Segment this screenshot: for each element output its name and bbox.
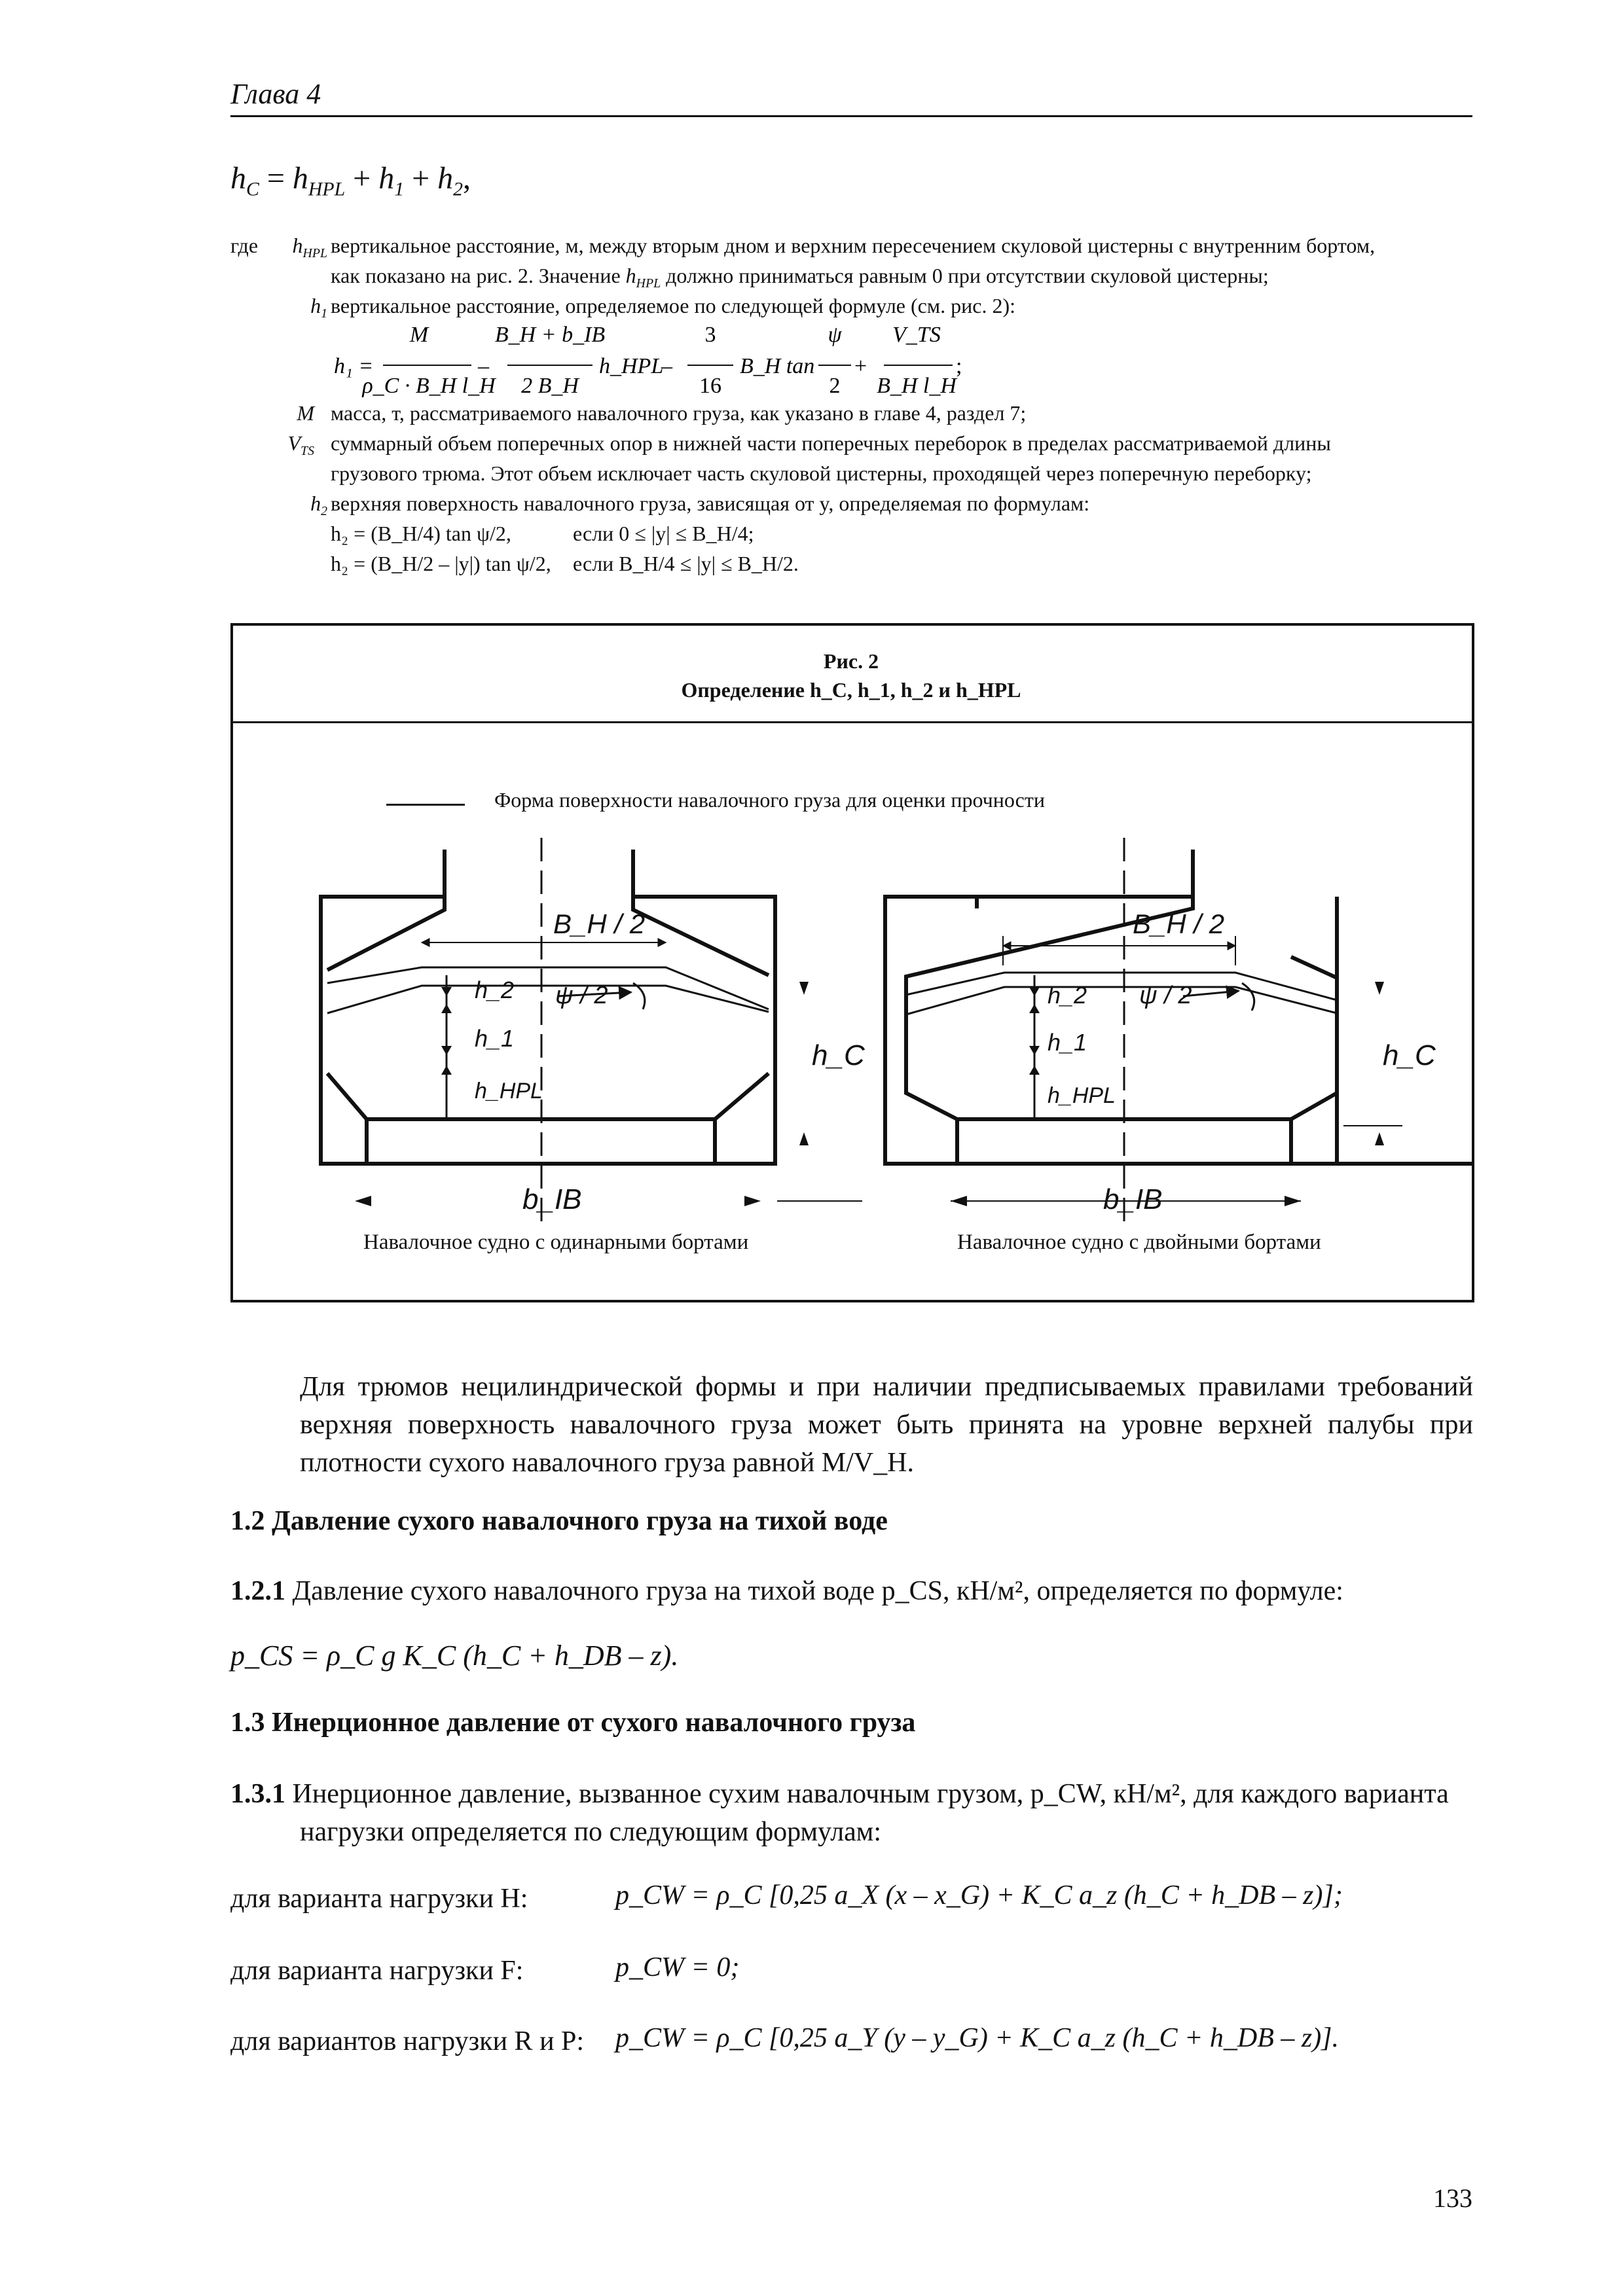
- def-term-h1: $h_1$: [310, 294, 327, 321]
- svg-text:B_H tan: B_H tan: [740, 354, 815, 378]
- figure-header-rule: [230, 721, 1472, 723]
- def-text-h2: верхняя поверхность навалочного груза, зависящая от y, определяемая по формулам:: [331, 492, 1090, 515]
- svg-text:ψ: ψ: [828, 323, 842, 347]
- def-text-Vts: суммарный объем поперечных опор в нижней части поперечных переборок в пределах рассматриваемой длины грузового трюма. Этот объем исключает часть скуловой цистерны, проходящей через поперечную переборку;: [331, 431, 1331, 485]
- label-h1-right: h_1: [1048, 1029, 1087, 1056]
- formula-hc: $h_C = h_{HPL} + h_1 + h_2$,: [230, 161, 471, 200]
- figure-number: Рис. 2: [823, 649, 879, 673]
- svg-text:h_HPL: h_HPL: [599, 354, 664, 378]
- caption-double-side: Навалочное судно с двойными бортами: [957, 1230, 1321, 1254]
- case-rp-formula: p_CW = ρ_C [0,25 a_Y (y – y_G) + K_C a_z (h_C + h_DB – z)].: [615, 2023, 1340, 2053]
- def-term-M: M: [297, 401, 314, 425]
- h2-formula-1: h₂ = (B_H/4) tan ψ/2,: [331, 522, 511, 545]
- h2-formula-2: h₂ = (B_H/2 – |y|) tan ψ/2,: [331, 552, 551, 575]
- label-bh-right: B_H / 2: [1133, 908, 1225, 939]
- cargo-double-side: [906, 973, 1337, 1014]
- label-hc-right: h_C: [1383, 1039, 1436, 1071]
- label-psi-right: ψ / 2: [1139, 982, 1192, 1009]
- label-bib-left: b_IB: [522, 1183, 582, 1215]
- case-h-formula: p_CW = ρ_C [0,25 a_X (x – x_G) + K_C a_z (h_C + h_DB – z)];: [615, 1880, 1343, 1910]
- paragraph-1-2-1: 1.2.1 Давление сухого навалочного груза на тихой воде p_CS, кН/м², определяется по формуле:: [230, 1576, 1343, 1606]
- svg-text:–: –: [661, 354, 672, 378]
- formula-pcs: p_CS = ρ_C g K_C (h_C + h_DB – z).: [230, 1640, 679, 1672]
- svg-text:M: M: [409, 323, 429, 347]
- h1-lhs: h₁ =: [334, 354, 374, 378]
- def-text-h1: вертикальное расстояние, определяемое по следующей формуле (см. рис. 2):: [331, 294, 1015, 317]
- def-text-hhpl: вертикальное расстояние, м, между вторым дном и верхним пересечением скуловой цистерны с внутренним бортом, как показано на рис. 2. Значение $h_{HPL}$ должно приниматься равным 0 при отсутствии скуловой цистерны;: [331, 234, 1376, 291]
- case-h-label: для варианта нагрузки H:: [230, 1884, 528, 1914]
- legend-line: [386, 804, 465, 806]
- def-term-Vts: $V_{TS}$: [287, 431, 314, 458]
- label-h1-left: h_1: [475, 1025, 515, 1052]
- label-bh-left: B_H / 2: [553, 908, 646, 939]
- svg-text:V_TS: V_TS: [892, 323, 941, 347]
- def-text-M: масса, т, рассматриваемого навалочного груза, как указано в главе 4, раздел 7;: [331, 401, 1027, 425]
- formula-h1: [327, 321, 982, 406]
- svg-text:2: 2: [829, 374, 841, 398]
- svg-text:–: –: [478, 354, 489, 378]
- svg-text:16: 16: [699, 374, 721, 398]
- svg-text:2 B_H: 2 B_H: [521, 374, 579, 398]
- figure-diagrams: [230, 825, 1472, 1244]
- def-term-hhpl: $h_{HPL}$: [292, 234, 327, 260]
- label-h2-left: h_2: [475, 977, 515, 1003]
- label-h2-right: h_2: [1048, 982, 1087, 1009]
- paragraph-noncylindrical: Для трюмов нецилиндрической формы и при наличии предписываемых правилами требований верхняя поверхность навалочного груза может быть принята на уровне верхней палубы при плотности сухого навалочного груза равной M/V_H.: [300, 1372, 1473, 1478]
- svg-text:B_H l_H: B_H l_H: [877, 374, 957, 398]
- case-f-formula: p_CW = 0;: [615, 1952, 740, 1982]
- section-1-2-heading: 1.2 Давление сухого навалочного груза на тихой воде: [230, 1506, 888, 1536]
- cargo-single-side: [327, 967, 769, 1013]
- label-psi-left: ψ / 2: [555, 982, 608, 1009]
- case-f-label: для варианта нагрузки F:: [230, 1956, 524, 1986]
- section-1-3-heading: 1.3 Инерционное давление от сухого навалочного груза: [230, 1708, 916, 1738]
- label-hc-left: h_C: [812, 1039, 865, 1071]
- def-term-h2: $h_2$: [310, 492, 327, 518]
- svg-text:ρ_C · B_H l_H: ρ_C · B_H l_H: [362, 374, 496, 398]
- page-number: 133: [1433, 2183, 1472, 2213]
- svg-text:B_H + b_IB: B_H + b_IB: [494, 323, 606, 347]
- def-where: где: [230, 234, 259, 257]
- svg-text:3: 3: [704, 323, 716, 347]
- hull-single-side: [321, 850, 775, 1164]
- svg-text:+: +: [854, 354, 867, 378]
- figure-title: Определение h_C, h_1, h_2 и h_HPL: [681, 678, 1021, 702]
- label-hhpl-left: h_HPL: [475, 1079, 543, 1103]
- label-hhpl-right: h_HPL: [1048, 1083, 1116, 1108]
- h2-cond-2: если B_H/4 ≤ |y| ≤ B_H/2.: [573, 552, 799, 575]
- header-rule: [230, 115, 1472, 117]
- paragraph-1-3-1: 1.3.1 Инерционное давление, вызванное сухим навалочным грузом, p_CW, кН/м², для каждого варианта нагрузки определяется по следующим формулам:: [230, 1779, 1449, 1847]
- caption-single-side: Навалочное судно с одинарными бортами: [363, 1230, 749, 1254]
- chapter-title: Глава 4: [230, 78, 321, 110]
- h2-cond-1: если 0 ≤ |y| ≤ B_H/4;: [573, 522, 754, 545]
- case-rp-label: для вариантов нагрузки R и P:: [230, 2026, 585, 2056]
- label-bib-right: b_IB: [1103, 1183, 1163, 1215]
- legend-text: Форма поверхности навалочного груза для оценки прочности: [494, 788, 1045, 812]
- svg-text:;: ;: [956, 354, 962, 378]
